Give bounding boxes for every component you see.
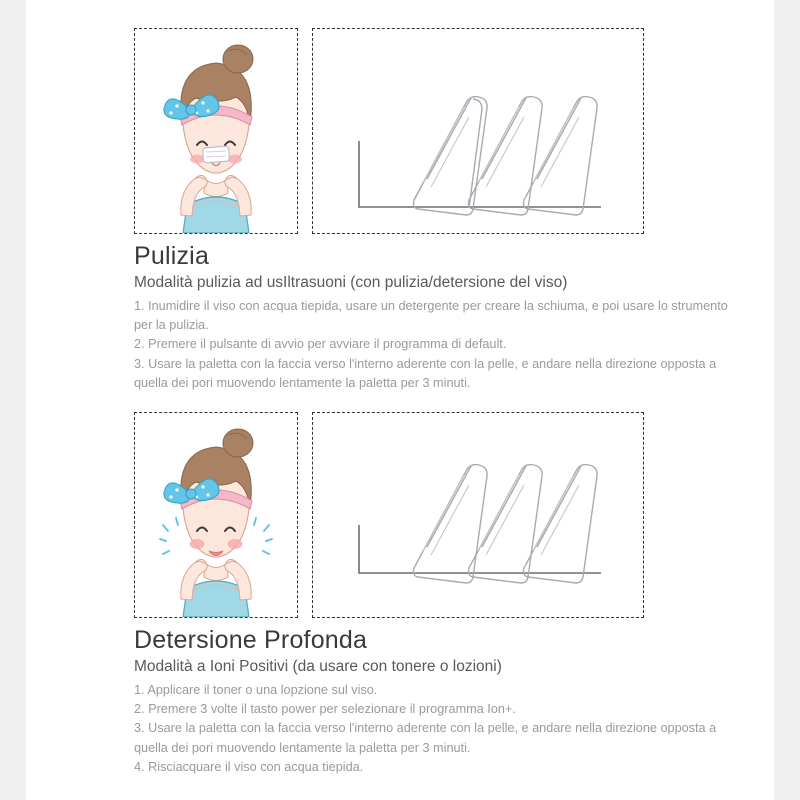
girl-applying-toner-illustration xyxy=(135,413,297,617)
step-item: 4. Risciacquare il viso con acqua tiepida. xyxy=(134,759,364,774)
step-item: 2. Premere il pulsante di avvio per avviare il programma di default. xyxy=(134,337,507,352)
step-item: 1. Applicare il toner o una lopzione sul viso. xyxy=(134,682,378,697)
illustration-panels xyxy=(134,28,774,234)
step-item: 3. Usare la paletta con la faccia verso l'interno aderente con la pelle, e andare nella direzione opposta a quella dei pori muovendo lentamente la paletta per 3 minuti. xyxy=(134,356,717,390)
ultrasonic-spatula-device-diagram xyxy=(313,413,643,617)
illustration-panels xyxy=(134,412,774,618)
document-page xyxy=(26,0,774,800)
ultrasonic-spatula-device-diagram xyxy=(313,29,643,233)
step-item: 2. Premere 3 volte il tasto power per selezionare il programma Ion+. xyxy=(134,701,516,716)
section-title: Pulizia xyxy=(134,242,210,270)
text-block-detersione-profonda xyxy=(134,626,734,777)
steps-list xyxy=(134,297,734,393)
girl-washing-face-illustration xyxy=(135,29,297,233)
step-item: 1. Inumidire il viso con acqua tiepida, usare un detergente per creare la schiuma, e poi usare lo strumento per la pulizia. xyxy=(134,298,728,332)
steps-list xyxy=(134,681,734,777)
section-subtitle: Modalità a Ioni Positivi (da usare con tonere o lozioni) xyxy=(134,657,502,675)
section-pulizia xyxy=(26,28,774,390)
step-item: 3. Usare la paletta con la faccia verso l'interno aderente con la pelle, e andare nella direzione opposta a quella dei pori muovendo lentamente la paletta per 3 minuti. xyxy=(134,721,717,755)
section-subtitle: Modalità pulizia ad usIltrasuoni (con pulizia/detersione del viso) xyxy=(134,273,568,291)
panel-girl-illustration-2 xyxy=(134,412,298,618)
text-block-pulizia xyxy=(134,242,734,393)
panel-device-diagram-1 xyxy=(312,28,644,234)
panel-girl-illustration-1 xyxy=(134,28,298,234)
panel-device-diagram-2 xyxy=(312,412,644,618)
section-detersione-profonda xyxy=(26,412,774,774)
section-title: Detersione Profonda xyxy=(134,626,368,654)
